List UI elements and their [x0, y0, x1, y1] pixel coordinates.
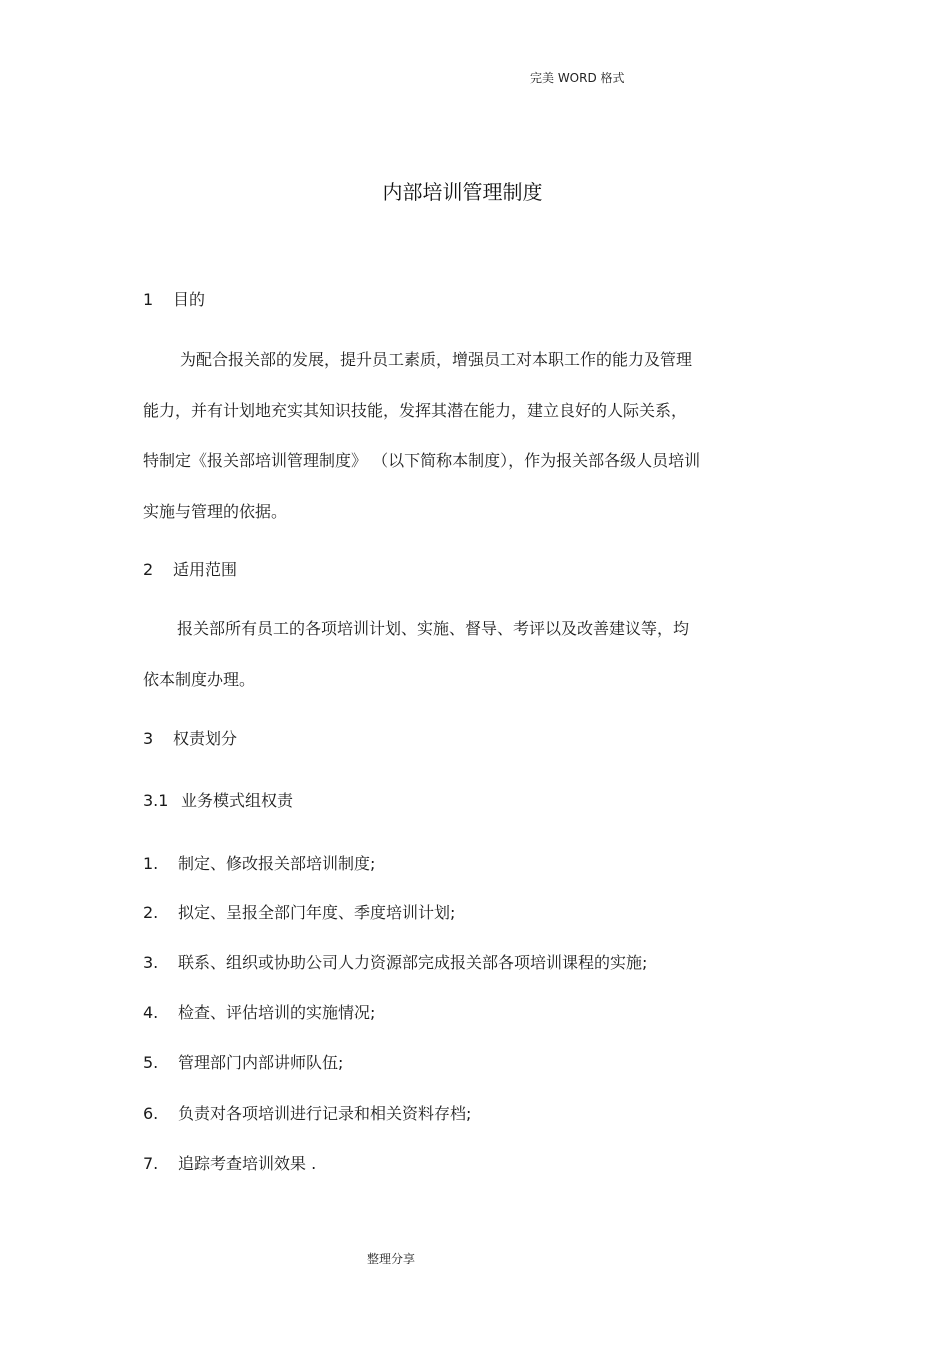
list-item-text: 联系、组织或协助公司人力资源部完成报关部各项培训课程的实施;	[178, 953, 648, 972]
list-item-number: 2.	[143, 903, 159, 922]
list-item-number: 5.	[143, 1053, 159, 1072]
paragraph-line: 依本制度办理。	[143, 670, 256, 689]
section-number: 3.1	[143, 791, 169, 810]
list-item	[143, 952, 647, 974]
list-item-number: 3.	[143, 953, 159, 972]
header-note: 完美 WORD 格式	[530, 71, 625, 85]
document-title: 内部培训管理制度	[382, 180, 543, 204]
list-item-text: 管理部门内部讲师队伍;	[178, 1053, 344, 1072]
list-item	[143, 1153, 316, 1175]
section-title: 目的	[173, 290, 206, 309]
section-number: 2	[143, 560, 154, 579]
list-item	[143, 1052, 343, 1074]
section-2-heading	[143, 559, 237, 581]
section-1-heading	[143, 289, 205, 311]
list-item-number: 6.	[143, 1104, 159, 1123]
paragraph-line: 能力，并有计划地充实其知识技能，发挥其潜在能力，建立良好的人际关系，	[143, 401, 688, 420]
section-number: 1	[143, 290, 154, 309]
paragraph-line: 特制定《报关部培训管理制度》 （以下简称本制度），作为报关部各级人员培训	[143, 451, 701, 470]
section-title: 权责划分	[173, 729, 238, 748]
paragraph-line: 报关部所有员工的各项培训计划、实施、督导、考评以及改善建议等，均	[177, 619, 690, 638]
list-item-text: 追踪考查培训效果 .	[178, 1154, 317, 1173]
list-item	[143, 1002, 375, 1024]
section-3-1-heading	[143, 790, 293, 812]
section-title: 业务模式组权责	[181, 791, 294, 810]
section-3-heading	[143, 728, 237, 750]
list-item-number: 4.	[143, 1003, 159, 1022]
paragraph-line: 为配合报关部的发展，提升员工素质，增强员工对本职工作的能力及管理	[180, 350, 693, 369]
list-item-text: 制定、修改报关部培训制度;	[178, 854, 376, 873]
section-title: 适用范围	[173, 560, 238, 579]
list-item-number: 7.	[143, 1154, 159, 1173]
list-item	[143, 853, 375, 875]
list-item-number: 1.	[143, 854, 159, 873]
list-item-text: 检查、评估培训的实施情况;	[178, 1003, 376, 1022]
section-number: 3	[143, 729, 154, 748]
list-item-text: 拟定、呈报全部门年度、季度培训计划;	[178, 903, 456, 922]
list-item-text: 负责对各项培训进行记录和相关资料存档;	[178, 1104, 472, 1123]
footer-note: 整理分享	[367, 1252, 416, 1266]
paragraph-line: 实施与管理的依据。	[143, 502, 288, 521]
list-item	[143, 1103, 471, 1125]
list-item	[143, 902, 455, 924]
